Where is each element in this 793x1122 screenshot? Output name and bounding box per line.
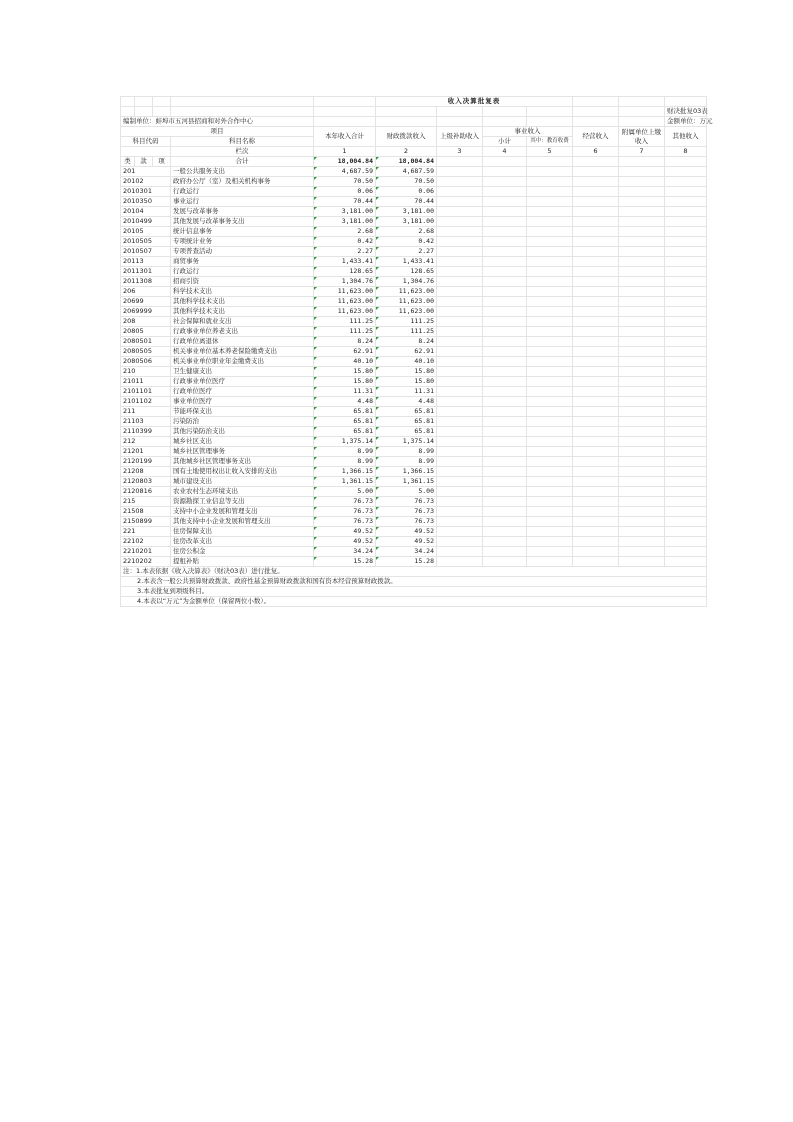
fiscal-grant-cell: 70.44 [376, 197, 437, 207]
total-income-cell: 65.81 [314, 427, 376, 437]
table-row [121, 257, 707, 267]
table-row [121, 417, 707, 427]
fiscal-grant-cell: 5.00 [376, 487, 437, 497]
table-row [121, 307, 707, 317]
fiscal-grant-cell: 70.50 [376, 177, 437, 187]
table-row [121, 267, 707, 277]
table-row [121, 297, 707, 307]
total-income-cell: 0.06 [314, 187, 376, 197]
total-income-cell: 70.50 [314, 177, 376, 187]
fiscal-grant-cell: 34.24 [376, 547, 437, 557]
subject-code: 21508 [121, 507, 171, 517]
fiscal-grant-cell: 1,375.14 [376, 437, 437, 447]
total-income-cell: 111.25 [314, 327, 376, 337]
total-income-cell: 15.80 [314, 367, 376, 377]
subject-name: 国有土地使用权出让收入安排的支出 [171, 467, 314, 477]
header-other-income: 其他收入 [665, 127, 707, 147]
fiscal-grant-cell: 65.81 [376, 407, 437, 417]
table-row [121, 237, 707, 247]
subject-code: 2101102 [121, 397, 171, 407]
subject-name: 支持中小企业发展和管理支出 [171, 507, 314, 517]
subject-name: 招商引资 [171, 277, 314, 287]
subject-code: 2120816 [121, 487, 171, 497]
table-row [121, 467, 707, 477]
subject-code: 22102 [121, 537, 171, 547]
subject-code: 2010499 [121, 217, 171, 227]
header-affiliated-income: 附属单位上缴收入 [619, 127, 665, 147]
table-row [121, 337, 707, 347]
total-income-cell: 8.99 [314, 447, 376, 457]
fiscal-grant-cell: 1,361.15 [376, 477, 437, 487]
subject-name: 卫生健康支出 [171, 367, 314, 377]
subject-code: 2210202 [121, 557, 171, 567]
table-row [121, 177, 707, 187]
col-no-6: 6 [573, 147, 619, 157]
subject-code: 21201 [121, 447, 171, 457]
note-text: 注：1.本表依据《收入决算表》（财决03表）进行批复。 [121, 567, 707, 577]
table-row [121, 387, 707, 397]
total-income-cell: 0.42 [314, 237, 376, 247]
fiscal-grant-cell: 111.25 [376, 317, 437, 327]
subject-name: 发展与改革事务 [171, 207, 314, 217]
subject-code: 201 [121, 167, 171, 177]
fiscal-grant-cell: 65.81 [376, 427, 437, 437]
subject-code: 2010350 [121, 197, 171, 207]
total-fiscal-value: 18,004.84 [376, 157, 437, 167]
fiscal-grant-cell: 76.73 [376, 507, 437, 517]
table-row [121, 217, 707, 227]
subject-code: 2010507 [121, 247, 171, 257]
total-income-cell: 11.31 [314, 387, 376, 397]
table-row [121, 547, 707, 557]
subject-code: 210 [121, 367, 171, 377]
subject-name: 科学技术支出 [171, 287, 314, 297]
table-row [121, 247, 707, 257]
header-subject-code: 科目代码 [121, 137, 171, 147]
subject-code: 2150899 [121, 517, 171, 527]
form-code: 财决批复03表 [665, 107, 707, 117]
header-edu-fee: 其中：教育收费 [527, 137, 573, 147]
subject-code: 221 [121, 527, 171, 537]
subject-name: 事业运行 [171, 197, 314, 207]
table-row [121, 487, 707, 497]
header-xiang: 项 [153, 157, 171, 167]
subject-code: 20104 [121, 207, 171, 217]
header-operating-income: 经营收入 [573, 127, 619, 147]
fiscal-grant-cell: 11.31 [376, 387, 437, 397]
subject-name: 行政运行 [171, 187, 314, 197]
subject-name: 统计信息事务 [171, 227, 314, 237]
subject-name: 政府办公厅（室）及相关机构事务 [171, 177, 314, 187]
col-no-7: 7 [619, 147, 665, 157]
table-row [121, 537, 707, 547]
header-fiscal-grant: 财政拨款收入 [376, 127, 437, 147]
total-income-cell: 2.68 [314, 227, 376, 237]
total-income-cell: 40.10 [314, 357, 376, 367]
total-income-cell: 76.73 [314, 507, 376, 517]
income-approval-table [120, 96, 713, 607]
subject-code: 2110399 [121, 427, 171, 437]
subject-name: 其他科学技术支出 [171, 307, 314, 317]
total-income-cell: 11,623.00 [314, 287, 376, 297]
table-row [121, 437, 707, 447]
subject-name: 行政单位医疗 [171, 387, 314, 397]
fiscal-grant-cell: 1,366.15 [376, 467, 437, 477]
table-row [121, 527, 707, 537]
subject-code: 208 [121, 317, 171, 327]
table-row [121, 227, 707, 237]
note-text: 4.本表以“万元”为金额单位（保留两位小数）。 [121, 597, 707, 607]
header-superior-subsidy: 上级补助收入 [437, 127, 483, 147]
total-income-cell: 62.91 [314, 347, 376, 357]
subject-name: 城乡社区管理事务 [171, 447, 314, 457]
total-income-cell: 111.25 [314, 317, 376, 327]
compiling-unit: 编制单位：蚌埠市五河县招商和对外合作中心 [121, 117, 314, 127]
total-income-cell: 128.65 [314, 267, 376, 277]
subject-name: 商贸事务 [171, 257, 314, 267]
fiscal-grant-cell: 4,687.59 [376, 167, 437, 177]
col-no-2: 2 [376, 147, 437, 157]
table-row [121, 197, 707, 207]
fiscal-grant-cell: 3,181.00 [376, 207, 437, 217]
table-row [121, 457, 707, 467]
fiscal-grant-cell: 49.52 [376, 527, 437, 537]
table-row [121, 277, 707, 287]
header-business-income: 事业收入 [483, 127, 573, 137]
fiscal-grant-cell: 49.52 [376, 537, 437, 547]
total-income-cell: 4,687.59 [314, 167, 376, 177]
total-income-cell: 49.52 [314, 527, 376, 537]
subject-name: 提租补贴 [171, 557, 314, 567]
table-row [121, 447, 707, 457]
subject-code: 2010505 [121, 237, 171, 247]
header-subject-name: 科目名称 [171, 137, 314, 147]
total-income-cell: 1,375.14 [314, 437, 376, 447]
fiscal-grant-cell: 8.24 [376, 337, 437, 347]
approval-table-sheet [120, 96, 713, 607]
subject-code: 20699 [121, 297, 171, 307]
subject-name: 一般公共服务支出 [171, 167, 314, 177]
total-income-cell: 4.48 [314, 397, 376, 407]
subject-code: 215 [121, 497, 171, 507]
subject-name: 城乡社区支出 [171, 437, 314, 447]
total-income-cell: 11,623.00 [314, 307, 376, 317]
subject-name: 行政运行 [171, 267, 314, 277]
table-row [121, 317, 707, 327]
subject-name: 资源勘探工业信息等支出 [171, 497, 314, 507]
table-row [121, 327, 707, 337]
subject-name: 行政事业单位养老支出 [171, 327, 314, 337]
header-project: 项目 [121, 127, 314, 137]
total-income-cell: 3,181.00 [314, 207, 376, 217]
total-income-cell: 8.24 [314, 337, 376, 347]
total-income-cell: 1,304.76 [314, 277, 376, 287]
total-income-cell: 76.73 [314, 497, 376, 507]
subject-code: 211 [121, 407, 171, 417]
subject-code: 2120803 [121, 477, 171, 487]
subject-name: 其他城乡社区管理事务支出 [171, 457, 314, 467]
subject-name: 其他科学技术支出 [171, 297, 314, 307]
total-income-cell: 8.99 [314, 457, 376, 467]
note-row [121, 577, 707, 587]
subject-code: 2011308 [121, 277, 171, 287]
subject-name: 住房改革支出 [171, 537, 314, 547]
subject-code: 212 [121, 437, 171, 447]
subject-name: 住房公积金 [171, 547, 314, 557]
table-row [121, 517, 707, 527]
table-row [121, 557, 707, 567]
subject-code: 2080506 [121, 357, 171, 367]
table-row [121, 187, 707, 197]
fiscal-grant-cell: 15.80 [376, 377, 437, 387]
subject-name: 事业单位医疗 [171, 397, 314, 407]
table-title: 收入决算批复表 [376, 97, 573, 107]
subject-code: 20102 [121, 177, 171, 187]
fiscal-grant-cell: 2.68 [376, 227, 437, 237]
table-row [121, 167, 707, 177]
fiscal-grant-cell: 11,623.00 [376, 297, 437, 307]
table-row [121, 407, 707, 417]
col-no-1: 1 [314, 147, 376, 157]
fiscal-grant-cell: 128.65 [376, 267, 437, 277]
total-income-cell: 49.52 [314, 537, 376, 547]
total-income-cell: 65.81 [314, 417, 376, 427]
subject-code: 2010301 [121, 187, 171, 197]
subject-name: 污染防治 [171, 417, 314, 427]
header-subtotal: 小计 [483, 137, 527, 147]
total-income-cell: 15.80 [314, 377, 376, 387]
total-label: 合计 [171, 157, 314, 167]
total-income-cell: 65.81 [314, 407, 376, 417]
total-income-cell: 1,433.41 [314, 257, 376, 267]
fiscal-grant-cell: 40.10 [376, 357, 437, 367]
subject-name: 行政单位离退休 [171, 337, 314, 347]
table-row [121, 357, 707, 367]
note-row [121, 567, 707, 577]
subject-name: 城市建设支出 [171, 477, 314, 487]
table-row [121, 207, 707, 217]
table-row [121, 427, 707, 437]
subject-name: 农业农村生态环境支出 [171, 487, 314, 497]
subject-code: 206 [121, 287, 171, 297]
fiscal-grant-cell: 76.73 [376, 517, 437, 527]
subject-code: 2101101 [121, 387, 171, 397]
table-row [121, 287, 707, 297]
fiscal-grant-cell: 1,433.41 [376, 257, 437, 267]
note-text: 2.本表含一般公共预算财政拨款、政府性基金预算财政拨款和国有资本经营预算财政拨款。 [121, 577, 707, 587]
fiscal-grant-cell: 4.48 [376, 397, 437, 407]
col-no-8: 8 [665, 147, 707, 157]
table-row [121, 397, 707, 407]
header-total-income: 本年收入合计 [314, 127, 376, 147]
table-row [121, 507, 707, 517]
subject-code: 2069999 [121, 307, 171, 317]
fiscal-grant-cell: 0.06 [376, 187, 437, 197]
currency-unit: 金额单位：万元 [665, 117, 707, 127]
table-row [121, 497, 707, 507]
fiscal-grant-cell: 15.28 [376, 557, 437, 567]
col-no-4: 4 [483, 147, 527, 157]
column-no-label: 栏次 [171, 147, 314, 157]
subject-name: 其他支持中小企业发展和管理支出 [171, 517, 314, 527]
fiscal-grant-cell: 1,304.76 [376, 277, 437, 287]
fiscal-grant-cell: 15.80 [376, 367, 437, 377]
fiscal-grant-cell: 8.99 [376, 457, 437, 467]
subject-code: 2080505 [121, 347, 171, 357]
note-row [121, 587, 707, 597]
table-row [121, 367, 707, 377]
subject-code: 2011301 [121, 267, 171, 277]
fiscal-grant-cell: 2.27 [376, 247, 437, 257]
total-income-cell: 1,366.15 [314, 467, 376, 477]
fiscal-grant-cell: 0.42 [376, 237, 437, 247]
subject-code: 20805 [121, 327, 171, 337]
subject-name: 社会保障和就业支出 [171, 317, 314, 327]
fiscal-grant-cell: 76.73 [376, 497, 437, 507]
col-no-3: 3 [437, 147, 483, 157]
total-income-cell: 1,361.15 [314, 477, 376, 487]
subject-code: 2080501 [121, 337, 171, 347]
fiscal-grant-cell: 3,181.00 [376, 217, 437, 227]
fiscal-grant-cell: 8.99 [376, 447, 437, 457]
subject-name: 其他污染防治支出 [171, 427, 314, 437]
subject-name: 住房保障支出 [171, 527, 314, 537]
header-kuan: 款 [135, 157, 153, 167]
total-income-value: 18,004.84 [314, 157, 376, 167]
fiscal-grant-cell: 11,623.00 [376, 287, 437, 297]
total-income-cell: 11,623.00 [314, 297, 376, 307]
subject-name: 行政事业单位医疗 [171, 377, 314, 387]
fiscal-grant-cell: 11,623.00 [376, 307, 437, 317]
subject-code: 2210201 [121, 547, 171, 557]
subject-code: 21103 [121, 417, 171, 427]
table-row [121, 347, 707, 357]
note-row [121, 597, 707, 607]
subject-code: 21011 [121, 377, 171, 387]
col-no-5: 5 [527, 147, 573, 157]
subject-name: 机关事业单位基本养老保险缴费支出 [171, 347, 314, 357]
total-income-cell: 70.44 [314, 197, 376, 207]
note-text: 3.本表批复到项级科目。 [121, 587, 707, 597]
subject-code: 20105 [121, 227, 171, 237]
subject-name: 其他发展与改革事务支出 [171, 217, 314, 227]
header-lei: 类 [121, 157, 135, 167]
subject-name: 节能环保支出 [171, 407, 314, 417]
table-row [121, 377, 707, 387]
table-row [121, 477, 707, 487]
subject-name: 机关事业单位职业年金缴费支出 [171, 357, 314, 367]
fiscal-grant-cell: 111.25 [376, 327, 437, 337]
fiscal-grant-cell: 62.91 [376, 347, 437, 357]
total-income-cell: 5.00 [314, 487, 376, 497]
subject-name: 专项统计业务 [171, 237, 314, 247]
subject-code: 2120199 [121, 457, 171, 467]
fiscal-grant-cell: 65.81 [376, 417, 437, 427]
total-income-cell: 15.28 [314, 557, 376, 567]
subject-code: 21208 [121, 467, 171, 477]
total-income-cell: 3,181.00 [314, 217, 376, 227]
subject-code: 20113 [121, 257, 171, 267]
total-income-cell: 76.73 [314, 517, 376, 527]
subject-name: 专项普查活动 [171, 247, 314, 257]
total-income-cell: 34.24 [314, 547, 376, 557]
total-income-cell: 2.27 [314, 247, 376, 257]
